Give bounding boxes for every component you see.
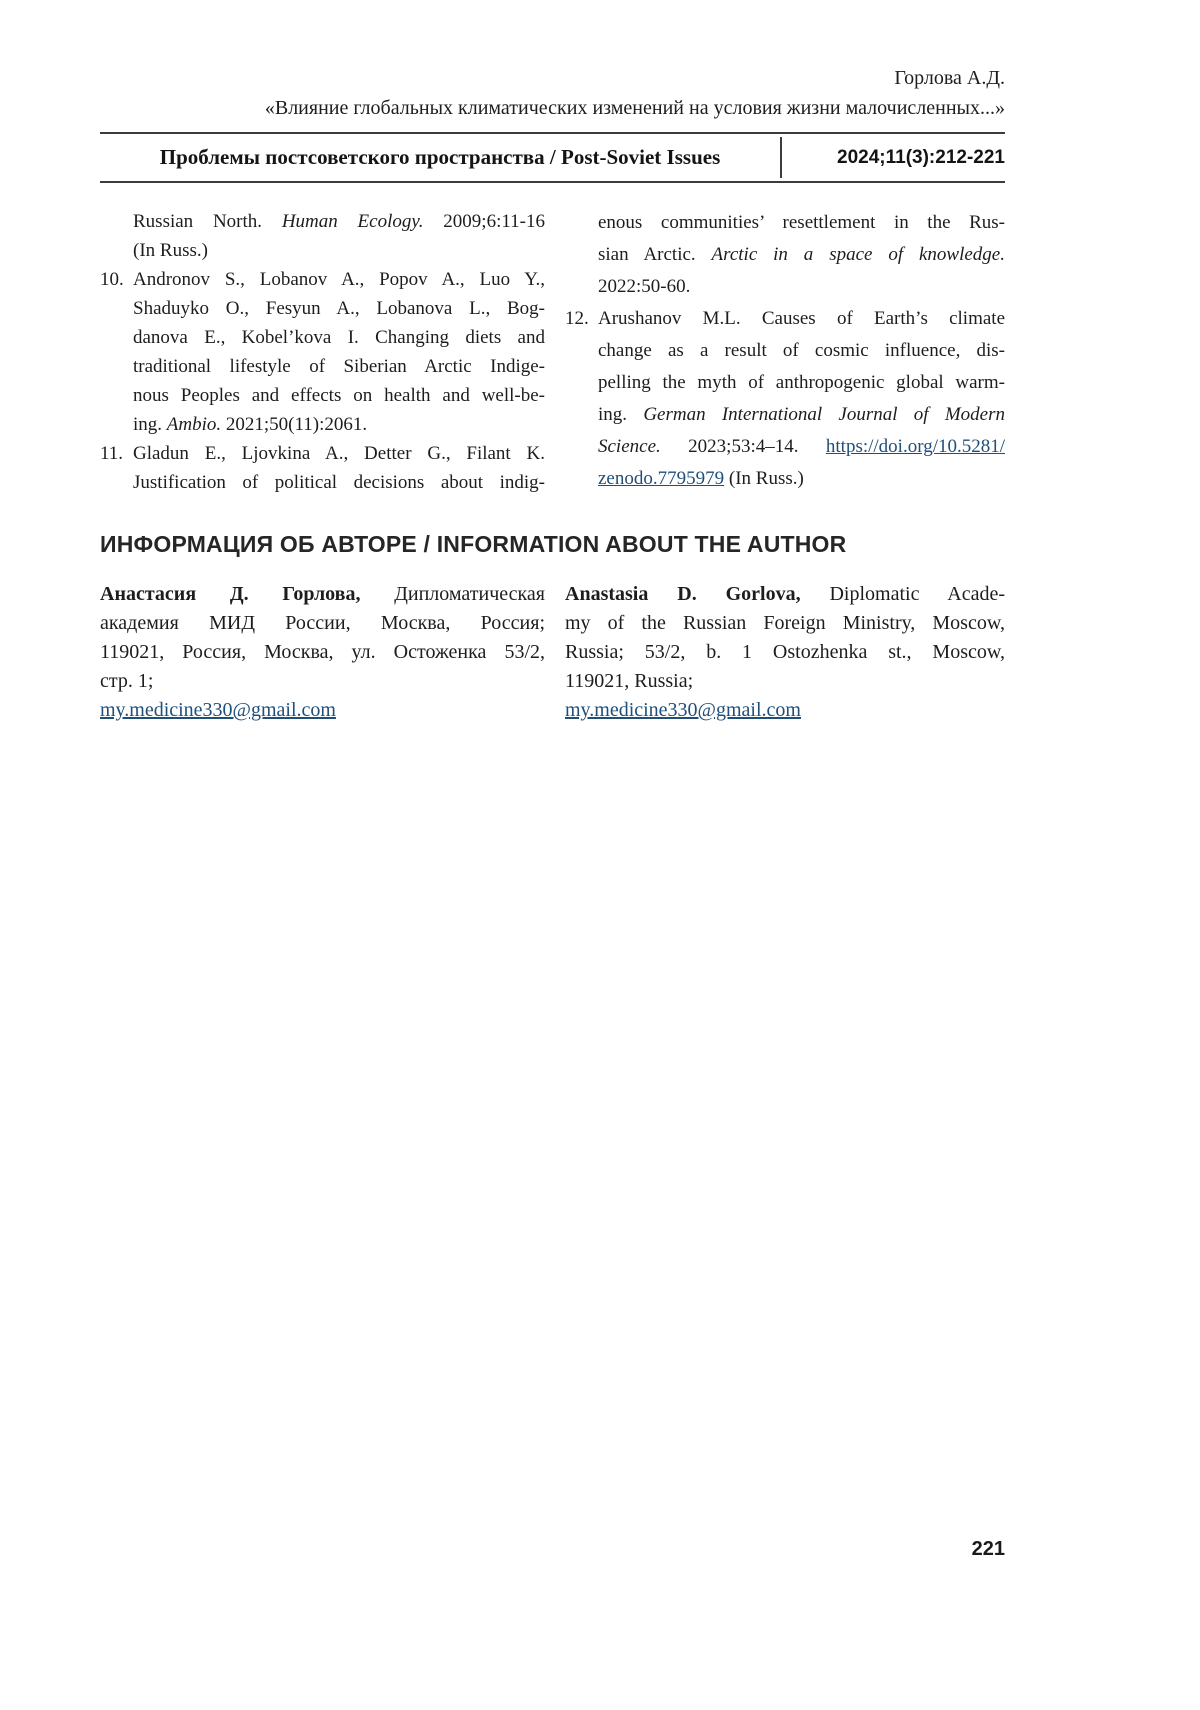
running-head-author: Горлова А.Д. [894,67,1005,89]
text-segment: 119021, Russia; [565,670,694,692]
text-line [133,439,545,468]
reference-item [100,207,545,265]
text-segment: Анастасия Д. Горлова, [100,583,361,605]
author-info-section [100,580,1005,725]
text-line [100,696,545,725]
text-line [598,463,1005,495]
reference-item [100,265,545,439]
email-link[interactable]: my.medicine330@gmail.com [565,699,801,721]
text-segment: enous communities’ resettlement in the Rus- [598,212,1005,233]
text-line [598,431,1005,463]
text-segment: 119021, Россия, Москва, ул. Остоженка 53/2, [100,641,545,663]
text-line [565,580,1005,609]
text-line [100,667,545,696]
journal-band [100,134,1005,183]
text-line [133,323,545,352]
text-segment: стр. 1; [100,670,154,692]
text-line [133,468,545,497]
text-segment: Justification of political decisions about indig- [133,472,545,493]
text-segment: nous Peoples and effects on health and well-be- [133,385,545,406]
text-segment: 2021;50(11):2061. [221,414,368,435]
text-line [565,638,1005,667]
journal-page [100,0,1005,1710]
reference-item [565,303,1005,495]
page-number: 221 [971,1538,1005,1560]
text-line [133,381,545,410]
text-line [598,207,1005,239]
text-line [100,638,545,667]
text-segment: 2022:50-60. [598,276,691,297]
text-segment: академия МИД России, Москва, Россия; [100,612,545,634]
text-segment: Gladun E., Ljovkina A., Detter G., Filant K. [133,443,545,464]
text-line [133,265,545,294]
text-segment: (In Russ.) [133,240,208,261]
text-segment: (In Russ.) [724,468,804,489]
text-segment: my of the Russian Foreign Ministry, Moscow, [565,612,1005,634]
text-line [133,294,545,323]
text-segment: Arushanov M.L. Causes of Earth’s climate [598,308,1005,329]
text-segment: ing. [598,404,644,425]
text-segment: German International Journal of Modern [643,404,1006,425]
text-line [598,399,1005,431]
text-line [598,335,1005,367]
text-line [598,303,1005,335]
text-segment: Дипломатическая [360,583,545,605]
issue-citation: 2024;11(3):212-221 [837,146,1005,168]
text-segment: traditional lifestyle of Siberian Arctic Indige- [133,356,545,377]
references-left-column [100,207,545,497]
text-segment: Anastasia D. Gorlova, [565,583,801,605]
doi-link[interactable]: https://doi.org/10.5281/ [825,436,1005,457]
text-line [565,609,1005,638]
text-line [598,239,1005,271]
text-line [133,410,545,439]
text-segment: Ambio. [166,414,222,435]
reference-item [100,439,545,497]
author-info-heading: ИНФОРМАЦИЯ ОБ АВТОРЕ / INFORMATION ABOUT THE AUTHOR [100,531,847,557]
text-segment: Russian North. [133,211,282,232]
doi-link[interactable]: zenodo.7795979 [598,468,725,489]
text-line [133,352,545,381]
text-segment: Shaduyko O., Fesyun A., Lobanova L., Bog- [133,298,545,319]
reference-item [565,207,1005,303]
text-line [133,236,545,265]
text-line [100,580,545,609]
author-info-english [565,580,1005,725]
text-segment: Human Ecology. [281,211,424,232]
text-segment: danova E., Kobel’kova I. Changing diets and [133,327,545,348]
running-head-article-title: «Влияние глобальных климатических изменений на условия жизни малочисленных...» [264,97,1005,119]
references-right-column [565,207,1005,497]
text-segment: 2023;53:4–14. [660,436,826,457]
text-segment: 2009;6:11-16 [423,211,545,232]
text-line [565,696,1005,725]
text-line [100,609,545,638]
text-segment: Russia; 53/2, b. 1 Ostozhenka st., Moscow, [565,641,1005,663]
text-segment: change as a result of cosmic influence, dis- [598,340,1005,361]
reference-number: 11. [100,443,124,464]
journal-title: Проблемы постсоветского пространства / Post-Soviet Issues [159,145,721,169]
text-segment: Andronov S., Lobanov A., Popov A., Luo Y., [133,269,545,290]
text-line [565,667,1005,696]
text-segment: pelling the myth of anthropogenic global warm- [598,372,1005,393]
reference-number: 10. [100,269,124,290]
text-segment: sian Arctic. [598,244,712,265]
text-segment: ing. [133,414,167,435]
references-section [100,207,1005,497]
author-info-russian [100,580,545,725]
text-segment: Arctic in a space of knowledge. [711,244,1005,265]
text-line [598,367,1005,399]
reference-number: 12. [565,308,589,329]
text-segment: Science. [598,436,661,457]
text-segment: Diplomatic Acade- [800,583,1005,605]
email-link[interactable]: my.medicine330@gmail.com [100,699,336,721]
text-line [598,271,1005,303]
text-line [133,207,545,236]
